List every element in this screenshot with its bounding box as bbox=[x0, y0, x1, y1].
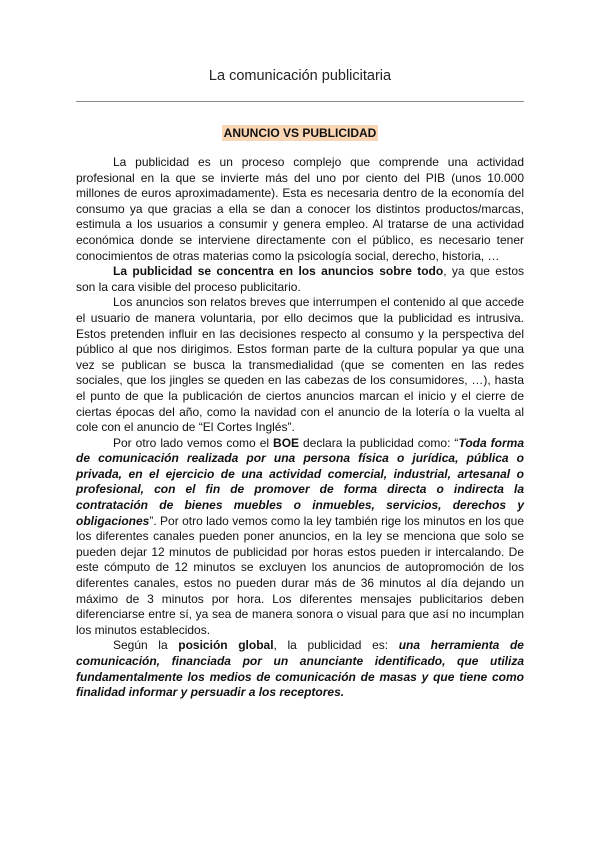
paragraph-5-lead: , la publicidad es: bbox=[273, 638, 399, 653]
paragraph-5-intro: Según la bbox=[113, 638, 179, 653]
section-heading-text: ANUNCIO VS PUBLICIDAD bbox=[223, 126, 377, 140]
boe-definition-quote: Toda forma de comunicación realizada por una persona física o jurídica, pública o privada, en el ejercicio de una actividad comercial, industrial, artesanal o profesional, con el fin de promover de forma directa o indirecta la contratación de bienes muebles o inmuebles, servicios, derechos y obligaciones bbox=[76, 435, 524, 528]
paragraph-5 bbox=[76, 638, 524, 700]
paragraph-2 bbox=[76, 264, 524, 295]
page-header-title: La comunicación publicitaria bbox=[208, 68, 392, 84]
paragraph-2-text: , ya que estos son la cara visible del proceso publicitario. bbox=[76, 264, 524, 294]
paragraph-4-text: ”. Por otro lado vemos como la ley también rige los minutos en los que los diferentes canales pueden poner anuncios, en la ley se menciona que solo se pueden dejar 12 minutos de publicidad por horas estos pueden ir intercalando. De este cómputo de 12 minutos se excluyen los anuncios de autopromoción de los diferentes canales, estos no pueden durar más de 36 minutos al día dejando un máximo de 3 minutos por hora. Los diferentes mensajes publicitarios deben diferenciarse entre sí, ya sea de manera sonora o visual para que así no incumplan los minutos establecidos. bbox=[76, 513, 524, 637]
paragraph-3: Los anuncios son relatos breves que interrumpen el contenido al que accede el usuario de manera voluntaria, por ello decimos que la publicidad es intrusiva. Estos pretenden influir en las decisiones respecto al consumo y la perspectiva del público al que nos dirigimos. Estos forman parte de la cultura popular ya que una vez se publican se busca la transmedialidad (que se comenten en las redes sociales, que los jingles se queden en las cabezas de los consumidores, …), hasta el punto de que la publicación de ciertos anuncios marcan el inicio y el cierre de ciertas épocas del año, como la navidad con el anuncio de la lotería o la vuelta al cole con el anuncio de “El Cortes Inglés”. bbox=[76, 295, 524, 435]
advertising-definition: una herramienta de comunicación, financiada por un anunciante identificado, que utiliza fundamentalmente los medios de comunicación de masas y que tiene como finalidad informar y persuadir a los receptores. bbox=[76, 638, 524, 700]
header-divider bbox=[76, 101, 524, 102]
paragraph-1: La publicidad es un proceso complejo que comprende una actividad profesional en la que se invierte más del uno por ciento del PIB (unos 10.000 millones de euros aproximadamente). Esta es necesaria dentro de la economía del consumo ya que gracias a ella se dan a conocer los distintos productos/marcas, estimula a los usuarios a consumir y genera empleo. Al tratarse de una actividad económica donde se interviene directamente con el público, es necesario tener conocimientos de otras materias como la psicología social, derecho, historia, … bbox=[76, 155, 524, 263]
paragraph-2-emphasis: La publicidad se concentra en los anuncios sobre todo bbox=[113, 264, 444, 279]
paragraph-4-lead: declara la publicidad como: “ bbox=[299, 435, 459, 450]
global-position-term: posición global bbox=[178, 638, 274, 653]
section-heading bbox=[0, 124, 600, 142]
paragraph-4 bbox=[76, 436, 524, 639]
boe-term: BOE bbox=[273, 435, 300, 450]
document-body bbox=[76, 155, 524, 701]
paragraph-4-intro: Por otro lado vemos como el bbox=[113, 435, 274, 450]
